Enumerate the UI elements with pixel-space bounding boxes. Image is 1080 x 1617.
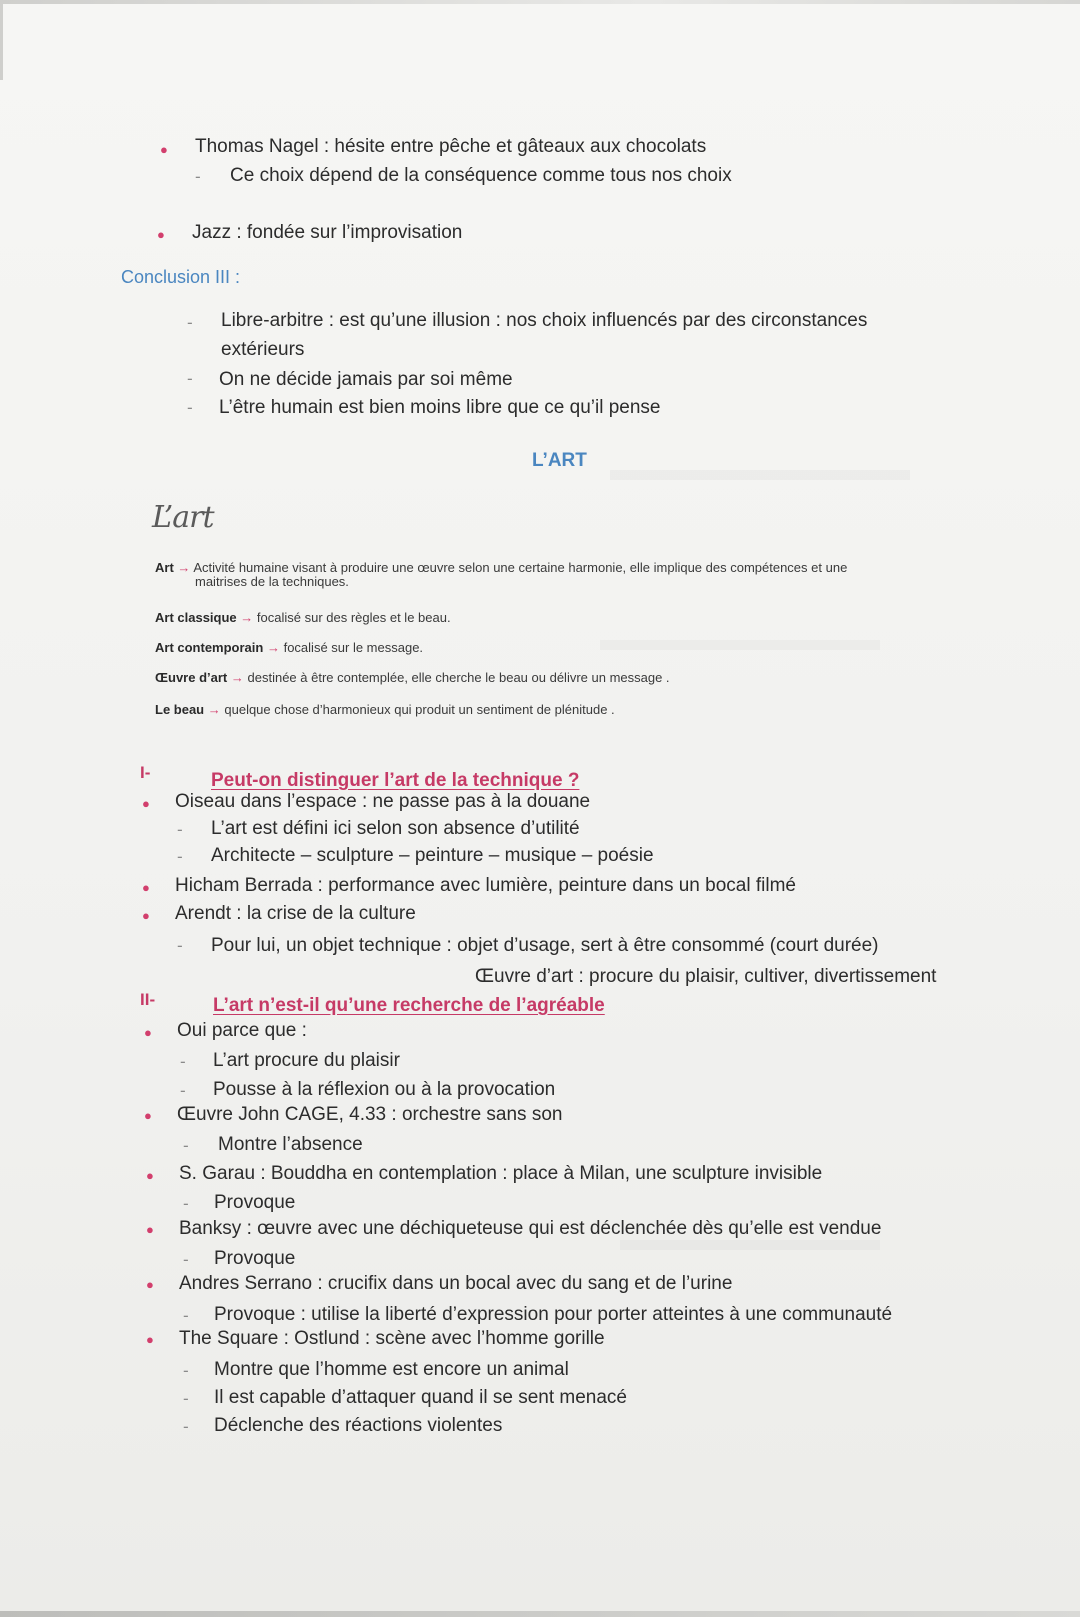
- section-title: Peut-on distinguer l’art de la technique ?: [211, 770, 580, 791]
- dash-icon: -: [183, 1361, 189, 1380]
- paper-bottom-edge: [0, 1611, 1080, 1617]
- note-subline: Pousse à la réflexion ou à la provocation: [213, 1079, 556, 1100]
- bullet-icon: ●: [142, 908, 150, 923]
- note-subline: Ce choix dépend de la conséquence comme tous nos choix: [230, 165, 732, 186]
- note-line: Oui parce que :: [177, 1020, 307, 1041]
- bullet-icon: ●: [146, 1332, 154, 1347]
- dash-icon: -: [183, 1136, 189, 1155]
- dash-icon: -: [177, 820, 183, 839]
- paper-left-edge: [0, 0, 3, 80]
- bullet-icon: ●: [157, 227, 165, 242]
- bullet-icon: ●: [146, 1168, 154, 1183]
- show-through-smudge: [620, 1240, 880, 1250]
- bullet-icon: ●: [144, 1108, 152, 1123]
- dash-icon: -: [177, 847, 183, 866]
- dash-icon: -: [183, 1389, 189, 1408]
- note-line: Arendt : la crise de la culture: [175, 903, 416, 924]
- conclusion-item: extérieurs: [221, 339, 305, 360]
- note-subline: Provoque: [214, 1248, 296, 1269]
- definition-art-classique: Art classique → focalisé sur des règles et le beau.: [155, 610, 451, 625]
- section-title: L’art n’est-il qu’une recherche de l’agréable: [213, 995, 605, 1016]
- conclusion-title: Conclusion III :: [121, 267, 241, 287]
- show-through-smudge: [600, 640, 880, 650]
- note-subline: Provoque: [214, 1192, 296, 1213]
- definition-art-contemporain: Art contemporain → focalisé sur le message.: [155, 640, 424, 655]
- note-line: S. Garau : Bouddha en contemplation : place à Milan, une sculpture invisible: [179, 1163, 823, 1184]
- note-subline: Déclenche des réactions violentes: [214, 1415, 503, 1436]
- bullet-icon: ●: [146, 1277, 154, 1292]
- section-number: II-: [140, 990, 156, 1009]
- note-subline: Architecte – sculpture – peinture – musique – poésie: [211, 845, 654, 866]
- note-line: Oiseau dans l’espace : ne passe pas à la douane: [175, 791, 591, 812]
- note-line: Œuvre John CAGE, 4.33 : orchestre sans son: [177, 1104, 563, 1125]
- bullet-icon: ●: [146, 1222, 154, 1237]
- dash-icon: -: [183, 1417, 189, 1436]
- note-subline: Provoque : utilise la liberté d’expression pour porter atteintes à une communauté: [214, 1304, 893, 1325]
- dash-icon: -: [195, 167, 201, 186]
- dash-icon: -: [183, 1250, 189, 1269]
- conclusion-item: Libre-arbitre : est qu’une illusion : nos choix influencés par des circonstances: [221, 310, 868, 331]
- bullet-icon: ●: [144, 1025, 152, 1040]
- dash-icon: -: [180, 1052, 186, 1071]
- note-line: Hicham Berrada : performance avec lumière, peinture dans un bocal filmé: [175, 875, 796, 896]
- paper-top-edge: [0, 0, 1080, 4]
- note-subline: L’art procure du plaisir: [213, 1050, 400, 1071]
- conclusion-item: L’être humain est bien moins libre que ce qu’il pense: [219, 397, 661, 418]
- note-subline: L’art est défini ici selon son absence d’utilité: [211, 818, 580, 839]
- dash-icon: -: [180, 1081, 186, 1100]
- show-through-smudge: [610, 470, 910, 480]
- definition-beau: Le beau → quelque chose d’harmonieux qui produit un sentiment de plénitude .: [155, 702, 615, 717]
- dash-icon: -: [187, 313, 193, 332]
- conclusion-item: On ne décide jamais par soi même: [219, 369, 513, 390]
- definition-art: Art → Activité humaine visant à produire une œuvre selon une certaine harmonie, elle implique des compétences et une: [155, 560, 848, 575]
- note-line: Thomas Nagel : hésite entre pêche et gâteaux aux chocolats: [195, 136, 707, 157]
- definition-art-continuation: maitrises de la techniques.: [195, 574, 349, 589]
- dash-icon: -: [187, 369, 193, 388]
- note-subline: Montre que l’homme est encore un animal: [214, 1359, 569, 1380]
- note-line: Banksy : œuvre avec une déchiqueteuse qui est déclenchée dès qu’elle est vendue: [179, 1218, 882, 1239]
- definition-oeuvre: Œuvre d’art → destinée à être contemplée, elle cherche le beau ou délivre un message .: [155, 670, 670, 685]
- section-number: I-: [140, 763, 151, 782]
- art-heading: L’ART: [532, 450, 587, 471]
- bullet-icon: ●: [142, 880, 150, 895]
- note-subline: Montre l’absence: [218, 1134, 363, 1155]
- dash-icon: -: [183, 1306, 189, 1325]
- note-line: Jazz : fondée sur l’improvisation: [192, 222, 463, 243]
- dash-icon: -: [183, 1194, 189, 1213]
- handwritten-title: L’art: [152, 500, 214, 535]
- note-line: The Square : Ostlund : scène avec l’homme gorille: [179, 1328, 605, 1349]
- note-subline: Pour lui, un objet technique : objet d’usage, sert à être consommé (court durée): [211, 935, 879, 956]
- note-subline: Œuvre d’art : procure du plaisir, cultiver, divertissement: [475, 966, 937, 987]
- bullet-icon: ●: [142, 796, 150, 811]
- bullet-icon: ●: [160, 142, 168, 157]
- dash-icon: -: [177, 936, 183, 955]
- note-line: Andres Serrano : crucifix dans un bocal avec du sang et de l’urine: [179, 1273, 733, 1294]
- dash-icon: -: [187, 398, 193, 417]
- note-subline: Il est capable d’attaquer quand il se sent menacé: [214, 1387, 627, 1408]
